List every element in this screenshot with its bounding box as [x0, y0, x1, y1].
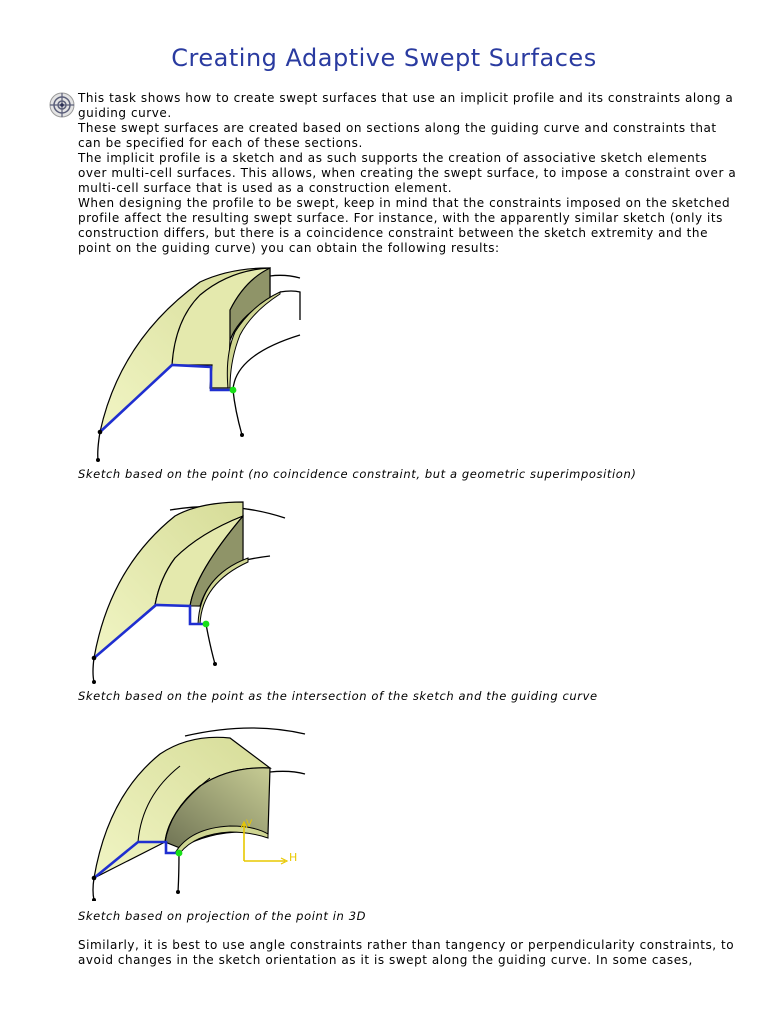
closing-paragraph: Similarly, it is best to use angle constraints rather than tangency or perpendicularity constraints, to avoid changes in the sketch orientation as it is swept along the guiding curve. In some cases, [78, 938, 735, 967]
axis-label-v: V [246, 819, 253, 829]
intro-paragraph-2: These swept surfaces are created based on sections along the guiding curve and constraints that can be specified for each of these sections. [78, 121, 717, 150]
figure-2-caption: Sketch based on the point as the intersection of the sketch and the guiding curve [78, 689, 598, 703]
figure-3-caption: Sketch based on projection of the point in 3D [78, 909, 367, 923]
task-target-icon [48, 91, 76, 119]
figure-1-caption: Sketch based on the point (no coincidence constraint, but a geometric superimposition) [78, 467, 637, 481]
page-title: Creating Adaptive Swept Surfaces [171, 44, 597, 72]
intro-paragraph-4: When designing the profile to be swept, keep in mind that the constraints imposed on the sketched profile affect the resulting swept surface. For instance, with the apparently similar sketch (only its construction differs, but there is a coincidence constraint between the sketch extremity and the point on the guiding curve) you can obtain the following results: [78, 196, 731, 255]
intro-paragraph-3: The implicit profile is a sketch and as such supports the creation of associative sketch elements over multi-cell surfaces. This allows, when creating the swept surface, to impose a constraint over a multi-cell surface that is used as a construction element. [78, 151, 737, 195]
swept-surface-figure-2 [80, 488, 320, 688]
swept-surface-figure-1 [80, 260, 320, 465]
swept-surface-figure-3 [80, 716, 320, 901]
intro-paragraph-1: This task shows how to create swept surfaces that use an implicit profile and its constraints along a guiding curve. [78, 91, 734, 120]
axis-label-h: H [289, 851, 298, 864]
